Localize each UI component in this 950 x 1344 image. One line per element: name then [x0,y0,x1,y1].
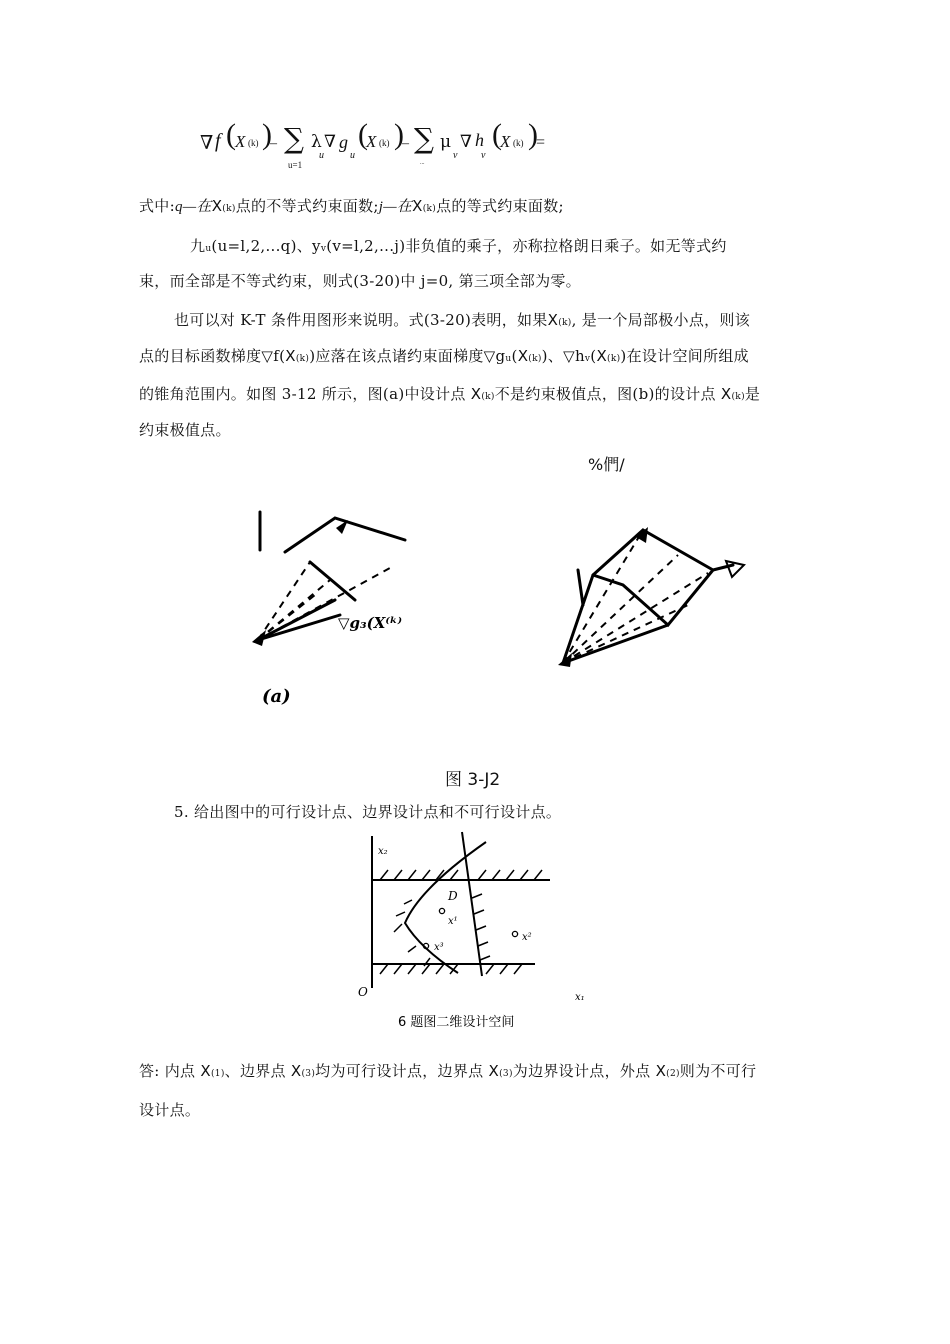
fig-ref-text: 的锥角范围内。如图 3-12 所示，图(a)中设计点 [139,385,466,403]
k-subscript-2: (k) [731,392,745,402]
dashed-ray [563,530,643,663]
x-symbol-2: X [720,385,732,403]
paren-open-2: ( [358,118,368,151]
constraint-edge [310,562,355,600]
kt-formula [200,118,560,178]
k-subscript: (k) [558,318,572,328]
k-subscript: (k) [222,204,236,214]
answer-text-3: 为边界设计点，外点 [512,1062,651,1080]
kt-para-text: 也可以对 K-T 条件用图形来说明。式(3-20)表明，如果 [174,311,548,329]
x-symbol-2: X [290,1062,302,1080]
x2-point-label: x² [522,932,532,943]
figure-caption: 图 3-J2 [445,770,501,790]
sub-3: (3) [301,1069,316,1079]
curved-constraint [405,842,486,973]
question-5: 5. 给出图中的可行设计点、边界设计点和不可行设计点。 [174,803,562,821]
grad-f-text: 点的目标函数梯度▽f( [139,347,286,365]
x-symbol: X [235,132,246,151]
lambda-symbol: λ [311,132,322,152]
minus-sign-2: – [402,136,409,151]
x-symbol-3: X [488,1062,500,1080]
point-x2 [512,931,517,936]
sum-symbol: ∑ [284,122,304,155]
j-def-text: 点的等式约束面数; [436,197,564,215]
grad-h-text: )、▽h [541,347,585,365]
region-d-label: D [448,889,458,903]
x1-axis-label: x₁ [575,992,585,1003]
k-subscript-2: (k) [528,354,542,364]
point-x1 [439,908,444,913]
left-arrow [578,570,583,605]
paren-open-3: ( [492,118,502,151]
sum-symbol-2: ∑ [414,122,434,155]
paren-text-2: ( [590,347,597,365]
g-subscript: u [505,354,512,364]
u-range: (u=l,2,...q)、y [211,237,321,255]
g-symbol: g [339,132,348,152]
paren-text: ( [511,347,518,365]
panel-a-label: (a) [262,686,291,707]
mu-sub: v [453,150,458,161]
lambda-glyph: 九 [190,237,206,255]
lambda-sub: u [319,150,324,161]
x-symbol-2: X [517,347,529,365]
sum-lower-limit: u=1 [288,160,303,170]
x-symbol: X [547,311,559,329]
grad-g-label: ▽g₃(X⁽ᵏ⁾ [338,614,403,632]
x-symbol-4: X [655,1062,667,1080]
origin-label: O [358,985,368,999]
answer-text: 、边界点 [224,1062,286,1080]
grad-g-text: )应落在该点诸约束面梯度▽g [309,347,506,365]
answer-label: 答: 内点 [139,1062,196,1080]
x2-axis-label: x₂ [378,846,388,857]
g-sub: u [350,150,355,161]
kt-figure-a [240,500,440,720]
kt-para-text-2: , 是一个局部极小点，则该 [571,311,751,329]
sub-2: (2) [666,1069,680,1079]
k-subscript: (k) [295,354,310,364]
where-label: 式中: [139,197,175,215]
f-symbol: f [215,130,221,152]
answer-text-4: 则为不可行 [679,1062,757,1080]
dashed-ray [563,573,708,663]
kt-para-line-3 [139,378,760,414]
upper-hatch [380,870,542,880]
arrow-head [726,561,744,577]
space-text: )在设计空间所组成 [620,347,749,365]
k-subscript: (k) [248,138,259,148]
x1-point-label: x¹ [448,916,458,927]
h-sub: v [481,150,486,161]
feasible-quad [593,530,713,625]
arrow-head [336,520,348,534]
paren-close-3: ) [528,118,538,151]
x-symbol-3: X [596,347,608,365]
x-symbol: X [211,197,223,215]
vertical-constraint [462,832,482,976]
design-space-figure [350,828,590,1028]
k-subscript-3: (k) [607,354,621,364]
sum-lower-limit-2: ... [420,160,425,166]
j-def: j—在 [378,199,413,215]
x-symbol-2: X [366,132,377,151]
q-def-text: 点的不等式约束面数; [235,197,379,215]
sub-3b: (3) [499,1069,513,1079]
paren-close-2: ) [394,118,404,151]
multiplier-line [190,230,727,266]
nabla-symbol-2: ∇ [324,132,336,152]
x-symbol-2: X [412,197,423,215]
v-subscript: v [320,244,327,254]
x-symbol: X [200,1062,211,1080]
k-subscript-3: (k) [513,138,524,148]
cone-apex [252,630,266,646]
paren-open: ( [226,118,236,151]
fig-ref-text-3: 是 [744,385,761,403]
answer-line-2: 设计点。 [139,1101,201,1119]
kt-para-line-1 [174,304,750,340]
k-subscript-2: (k) [422,204,437,214]
x-symbol: X [285,347,296,365]
sub-1: (1) [210,1069,225,1079]
k-subscript: (k) [481,392,495,402]
kt-figure-b [548,515,758,675]
constraint-note: 束，而全部是不等式约束，则式(3-20)中 j=0, 第三项全部为零。 [139,272,581,290]
dashed-ray [258,595,315,640]
dashed-ray [563,605,688,663]
kt-para-line-2 [139,340,749,376]
nabla-symbol-3: ∇ [460,132,472,152]
k-subscript-2: (k) [379,138,390,148]
mu-symbol: μ [440,132,452,152]
nabla-symbol: ∇ [200,132,214,154]
x-symbol: X [470,385,482,403]
x3-point-label: x³ [434,942,444,953]
h-subscript: v [584,354,591,364]
kt-para-line-4: 约束极值点。 [139,421,231,439]
answer-text-2: 均为可行设计点，边界点 [315,1062,484,1080]
figure-b-label: %們/ [588,455,625,474]
x-symbol-3: X [500,132,511,151]
v-range-text: (v=l,2,...j)非负值的乘子，亦称拉格朗日乘子。如无等式约 [326,237,727,255]
h-symbol: h [475,130,484,150]
where-clause [139,190,564,226]
answer-line-1 [139,1055,756,1091]
equals-sign: = [536,134,546,151]
q-def: q—在 [174,199,212,215]
cone-edge-right [563,625,668,663]
dashed-ray [258,562,310,640]
design-space-caption: 6 题图二维设计空间 [398,1015,515,1028]
minus-sign: – [270,136,277,151]
fig-ref-text-2: 不是约束极值点，图(b)的设计点 [494,385,716,403]
paren-close: ) [262,118,272,151]
u-subscript: u [205,244,212,254]
